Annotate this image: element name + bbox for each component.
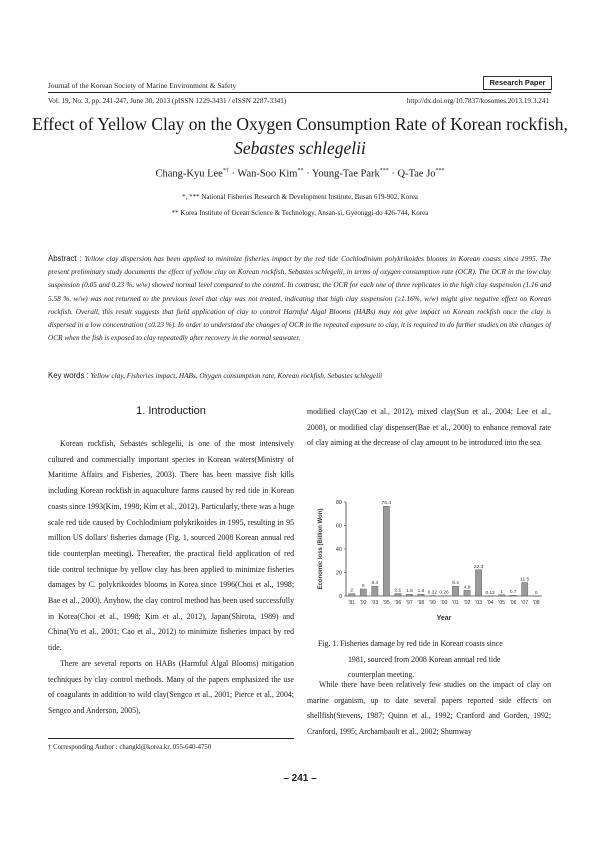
bar-value-label: 0.7: [509, 590, 517, 596]
x-tick-label: '93: [371, 600, 379, 606]
bar-value-label: 8.4: [371, 581, 379, 587]
bar-value-label: 4.8: [463, 585, 471, 591]
damage-bar-chart: [310, 490, 550, 635]
bar-value-label: 22.3: [473, 564, 484, 570]
bar: [395, 594, 401, 596]
section-title: 1. Introduction: [136, 405, 206, 417]
x-tick-label: '05: [498, 600, 506, 606]
affiliation-2: ** Korea Institute of Ocean Science & Technology, Ansan-si, Gyeonggi-do 426-744, Korea: [171, 209, 429, 217]
intro-paragraph-1: Korean rockfish, Sebastes schlegelii, is one of the most intensively cultured and commercially important species in Korean waters(Ministry of Maritime Affairs and Fisheries, 2003). There has been massive fish kills including Korean rockfish in aquaculture farms caused by red tide in Korean coasts since 1993(Kim, 1998; Kim et al., 2012). Particularly, there was a huge scale red tide caused by Cochlodinium polykrikoides in 1995, resulting in 95 million US dollars' fisheries damage (Fig. 1, sourced 2008 Korean annual red tide counterplan meeting). Thereafter, the practical field application of red tide control technique by yellow clay has been applied to minimize fisheries damages by C. polykrikoides blooms in Korea since 1996(Choi et al., 1998; Bae et al., 2000). Anyhow, the clay control method has been used successfully in Korea(Choi et al., 1998; Kim et al., 2012), Japan(Shirota, 1989) and China(Yu et al., 2001; Cao et al., 2012) to minimize fisheries impact by red tide.: [48, 439, 294, 653]
bar: [372, 586, 378, 596]
abstract-label: Abstract :: [48, 254, 82, 263]
bar-value-label: 11.5: [520, 577, 530, 583]
bar-value-label: 1.5: [406, 589, 413, 595]
paper-type-badge: Research Paper: [483, 76, 552, 90]
abstract-text: Yellow clay dispersion has been applied to minimize fisheries impact by the red tide Cochlodinium polykrikoides blooms in Korean coasts since 1995. The present preliminary study documents the effect of yellow clay on Korean rockfish, Sebastes schlegelii, in terms of oxygen consumption rate (OCR). The OCR in the low clay suspension (0.05 and 0.23 %, w/w) showed normal level compared to the control. In contrast, the OCR for each one of three replicates in the high clay suspension (1.16 and 5.58 %, w/w) was not returned to the previous level that clay was not treated, indicating that high clay suspension (≥1.16%, w/w) might give negative effect on Korean rockfish. Overall, this result suggests that field application of clay to control Harmful Algal Blooms (HABs) may not give impact on Korean rockfish once the clay is dispersed in a low concentration (≤0.23 %). In order to understand the changes of OCR in the repeated exposure to clay, it is required to do further studies on the changes of OCR when the fish is exposed to clay repeatedly after recovery in the normal seawater.: [48, 255, 551, 343]
intro-paragraph-2: There are several reports on HABs (Harmful Algal Blooms) mitigation techniques by clay control methods. Many of the papers emphasized the use of coagulants in addition to wild clay(Sengco et al., 2001; Pierce et al., 2004; Sengco and Anderson, 2005),: [48, 658, 294, 715]
bar-value-label: 76.4: [381, 501, 392, 507]
bar: [360, 589, 366, 596]
x-tick-label: '92: [359, 600, 367, 606]
author-3-mark: ***: [379, 168, 389, 174]
y-axis-title: Economic loss (Billion Won): [318, 508, 324, 590]
title-line-1: Effect of Yellow Clay on the Oxygen Consumption Rate of Korean rockfish,: [32, 114, 568, 134]
x-tick-label: '81: [348, 600, 356, 606]
caption-line-3: counterplan meeting.: [348, 670, 415, 680]
x-tick-label: '07: [521, 600, 529, 606]
x-tick-label: '95: [382, 600, 390, 606]
y-tick-label: 20: [335, 570, 342, 577]
right-column-top: [307, 404, 551, 451]
author-4-mark: ***: [435, 168, 445, 174]
intro-paragraph-4: While there have been relatively few studies on the impact of clay on marine organism, up to date several papers reported side effects on shellfish(Stevens, 1987; Quinn et al., 1992; Cranford and Gorden, 1992; Cranford, 1995; Archambault et al., 2002; Shumway: [307, 680, 551, 737]
author-1: Chang-Kyu Lee: [155, 168, 223, 180]
abstract: [48, 252, 551, 345]
affiliation-1: *, *** National Fisheries Research & Development Institute, Busan 619-902, Korea: [182, 193, 418, 201]
bar: [464, 590, 470, 596]
bar: [406, 594, 412, 596]
doi-link[interactable]: http://dx.doi.org/10.7837/kosomes.2013.19.3.241: [406, 97, 549, 105]
bar-value-label: 1.6: [417, 589, 425, 595]
bar-value-label: 0.12: [485, 590, 495, 596]
bar-value-label: 6: [361, 583, 365, 589]
page-number: – 241 –: [283, 773, 317, 784]
x-tick-label: '01: [452, 600, 459, 606]
x-tick-label: '96: [394, 600, 402, 606]
x-tick-label: '04: [486, 600, 494, 606]
bar: [522, 582, 528, 596]
author-1-mark: *†: [222, 168, 229, 174]
y-tick-label: 0: [338, 594, 342, 600]
bar-value-label: 2.1: [394, 588, 402, 594]
author-list: [0, 168, 600, 180]
x-tick-label: '08: [532, 600, 540, 606]
bar: [349, 594, 355, 596]
x-tick-label: '02: [463, 600, 471, 606]
author-4: · Q-Tae Jo: [391, 168, 436, 180]
x-tick-label: '00: [440, 600, 448, 606]
bar: [475, 570, 481, 596]
x-tick-label: '06: [509, 600, 517, 606]
keywords-text: Yellow clay, Fisheries impact, HABs, Oxygen consumption rate, Korean rockfish, Sebastes schlegelii: [90, 372, 383, 380]
caption-line-2: 1981, sourced from 2008 Korean annual red tide: [348, 654, 501, 664]
author-2-mark: **: [297, 168, 304, 174]
caption-line-1: Fisheries damage by red tide in Korean coasts since: [340, 639, 503, 648]
intro-paragraph-3: modified clay(Cao et al., 2012), mixed clay(Sun et al., 2004; Lee et al., 2008), or modified clay dispenser(Bae et al., 2000) to enhance removal rate of clay aiming at the decrease of clay amount to be introduced into the sea.: [307, 407, 551, 448]
bar: [383, 506, 389, 596]
right-column-bottom: [307, 677, 551, 740]
x-axis-title: Year: [436, 615, 452, 622]
footnote-rule: [48, 738, 294, 739]
keywords: [48, 371, 551, 380]
y-tick-label: 60: [335, 523, 342, 530]
title-line-2: Sebastes schlegelii: [234, 138, 366, 158]
bar-value-label: 0: [534, 591, 538, 596]
caption-label: Fig. 1.: [318, 639, 339, 648]
left-column: [48, 436, 294, 719]
bar: [452, 586, 458, 596]
chart-labels: [318, 500, 540, 622]
author-2: · Wan-Soo Kim: [231, 168, 298, 180]
keywords-label: Key words :: [48, 371, 89, 380]
x-tick-label: '03: [475, 600, 482, 606]
y-tick-label: 40: [335, 547, 342, 553]
bar-value-label: 0.32: [427, 590, 438, 596]
corresponding-author-footnote: † Corresponding Author : changkl@korea.kr, 055-640-4750: [48, 744, 212, 751]
author-3: · Young-Tae Park: [306, 168, 380, 180]
x-tick-label: '99: [429, 600, 436, 606]
header-rule: [48, 92, 551, 93]
bar: [418, 594, 424, 596]
bar-value-label: 0.26: [439, 590, 449, 596]
bar-value-label: 8.4: [452, 581, 459, 587]
journal-name: Journal of the Korean Society of Marine Environment & Safety: [48, 81, 237, 90]
paper-title: [30, 112, 570, 160]
bar: [498, 595, 504, 596]
bar-value-label: 1: [500, 589, 503, 595]
x-tick-label: '97: [406, 600, 413, 606]
y-tick-label: 80: [335, 500, 342, 506]
volume-info: Vol. 19, No. 3, pp. 241-247, June 30, 2013 (pISSN 1229-3431 / eISSN 2287-3341): [48, 97, 287, 105]
bar-value-label: 2: [350, 588, 354, 594]
bar: [510, 595, 516, 596]
x-tick-label: '98: [417, 600, 425, 606]
